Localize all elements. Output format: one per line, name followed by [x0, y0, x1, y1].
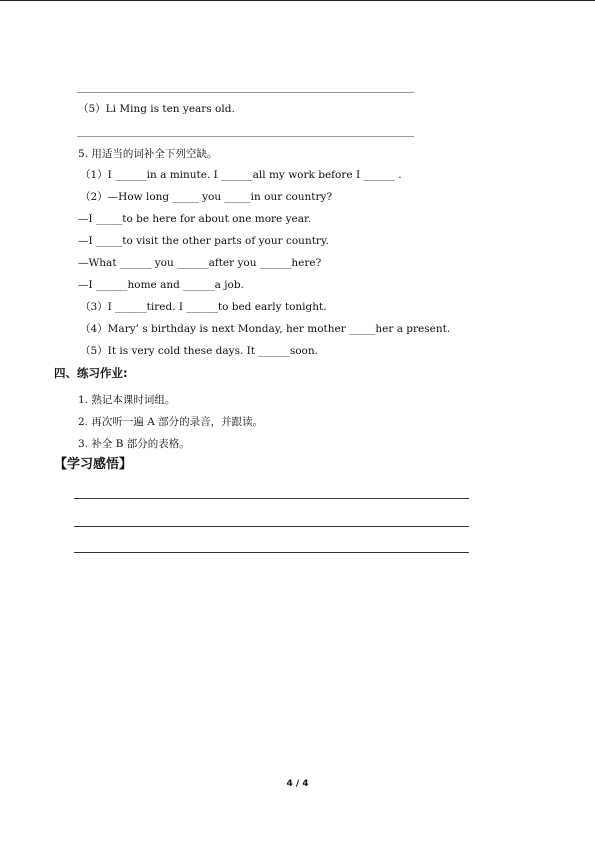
question-item-5: （5）Li Ming is ten years old. — [78, 103, 235, 115]
reflection-write-line-3 — [74, 552, 469, 553]
reflection-write-line-2 — [74, 526, 469, 527]
answer-line-1 — [77, 92, 414, 93]
fill-blank-line: （3）I ______tired. I ______to bed early tonight. — [80, 301, 327, 313]
homework-item: 2. 再次听一遍 A 部分的录音，并跟读。 — [78, 416, 264, 428]
answer-line-2 — [77, 136, 414, 137]
fill-blank-line: —I _____to be here for about one more year. — [78, 213, 312, 225]
fill-blank-line: —I ______home and ______a job. — [78, 279, 244, 291]
homework-item: 1. 熟记本课时词组。 — [78, 394, 176, 406]
section-5-title: 5. 用适当的词补全下列空缺。 — [78, 148, 218, 160]
fill-blank-line: —I _____to visit the other parts of your country. — [78, 235, 329, 247]
fill-blank-line: （2）—How long _____ you _____in our country? — [80, 191, 333, 203]
fill-blank-line: （1）I ______in a minute. I ______all my work before I ______ . — [80, 169, 402, 181]
reflection-title: 【学习感悟】 — [54, 457, 133, 472]
page-top-border — [0, 0, 595, 1]
homework-title: 四、练习作业: — [54, 366, 128, 380]
fill-blank-line: —What ______ you ______after you ______here? — [78, 257, 322, 269]
fill-blank-line: （5）It is very cold these days. It ______soon. — [80, 345, 318, 357]
homework-item: 3. 补全 B 部分的表格。 — [78, 438, 190, 450]
reflection-write-line-1 — [74, 498, 469, 499]
fill-blank-line: （4）Mary’ s birthday is next Monday, her mother _____her a present. — [80, 323, 451, 335]
page-number: 4 / 4 — [286, 779, 309, 789]
